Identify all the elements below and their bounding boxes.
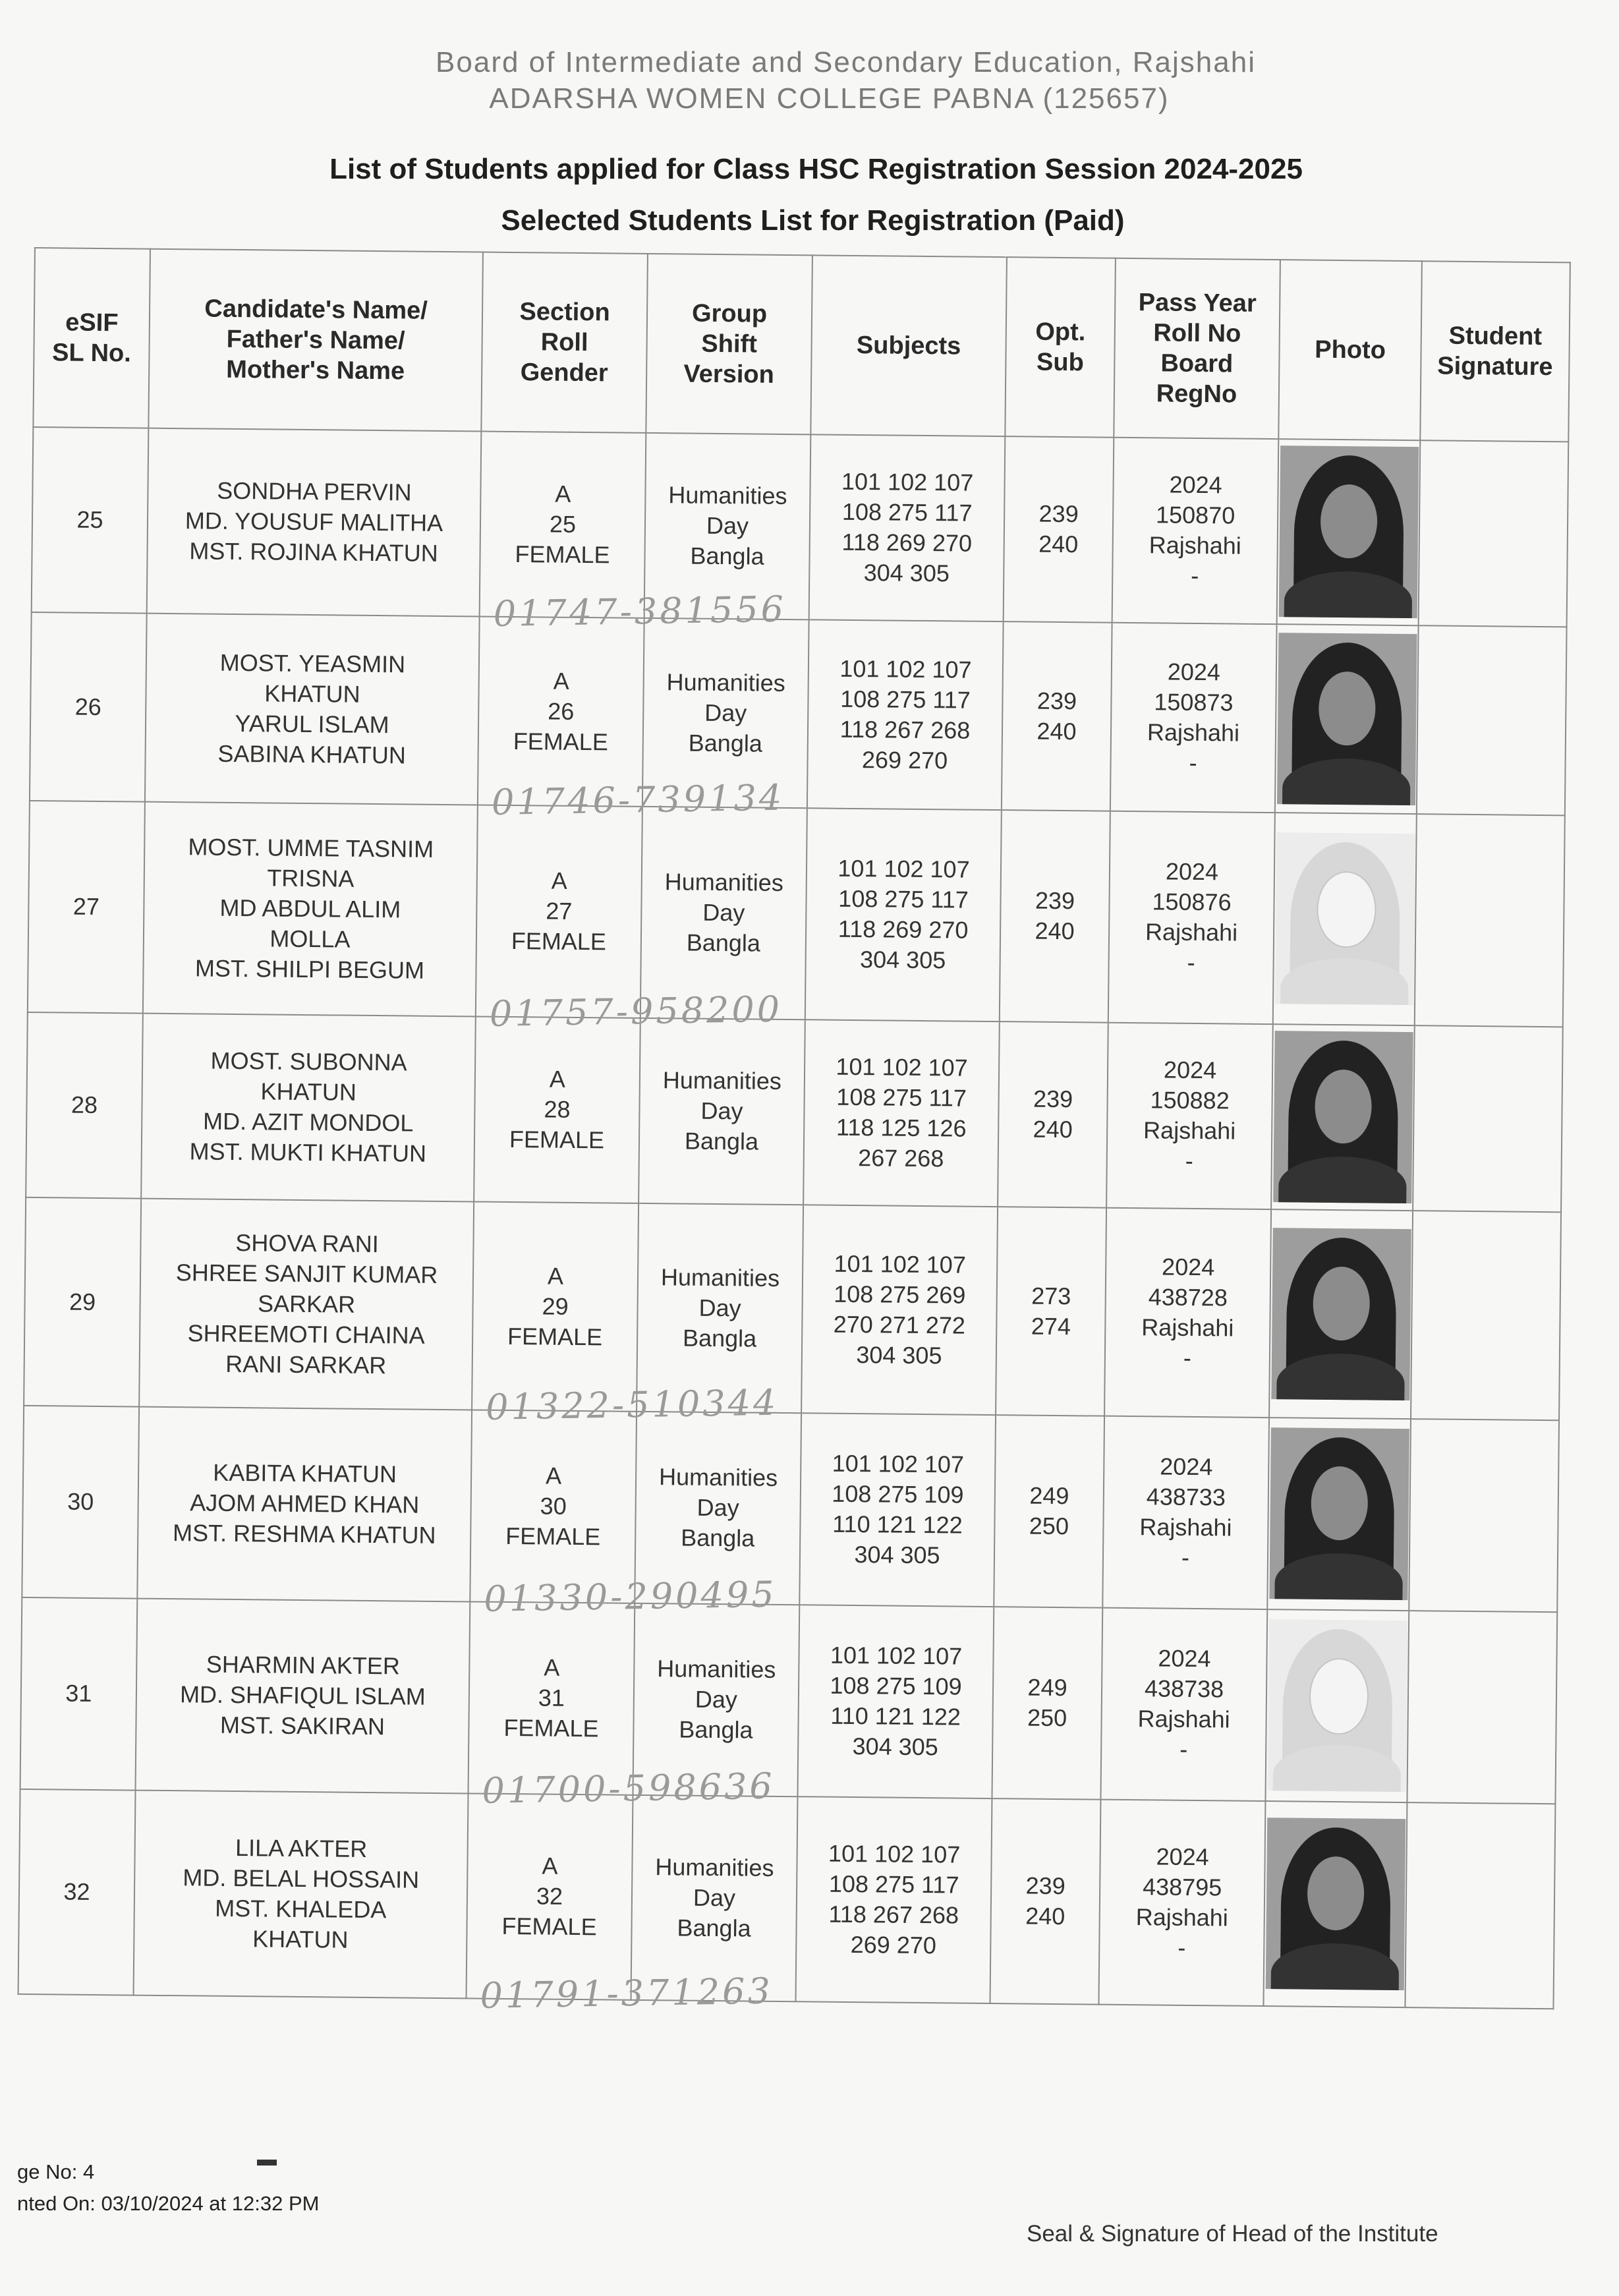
name-line: MOST. YEASMIN (219, 648, 406, 678)
header-line: Sub (1036, 348, 1084, 377)
pass-line: Rajshahi (1141, 1313, 1234, 1342)
name-line: SARKAR (257, 1290, 356, 1318)
group-line: Humanities (660, 1263, 780, 1292)
candidate-names-cell (147, 428, 482, 617)
subjects-line: 101 102 107 (832, 1450, 965, 1479)
header-line: RegNo (1156, 380, 1237, 409)
header-line: SL No. (51, 339, 131, 368)
subjects-line: 110 121 122 (832, 1510, 963, 1539)
pass-line: Rajshahi (1137, 1705, 1230, 1733)
header-line: Section (519, 298, 610, 327)
subjects-line: 101 102 107 (836, 1053, 968, 1082)
pass-line: - (1191, 562, 1199, 590)
subjects-line: 110 121 122 (830, 1702, 961, 1731)
col-group (646, 254, 812, 434)
opt-line: 239 (1033, 1085, 1073, 1113)
subjects-line: 269 270 (861, 745, 948, 774)
candidate-names-cell (137, 1407, 472, 1602)
table-row (18, 1789, 1556, 2009)
subjects-line: 269 270 (850, 1931, 937, 1959)
list-subtitle: Selected Students List for Registration (Paid) (501, 204, 1125, 237)
col-name (148, 249, 483, 432)
handwritten-phone: 01747-381556 (493, 588, 787, 635)
header-line: Board (1160, 349, 1234, 378)
subjects-line: 101 102 107 (828, 1840, 961, 1869)
name-line: KABITA KHATUN (213, 1459, 397, 1488)
pass-year-roll-cell (1108, 811, 1275, 1024)
student-signature-cell (1415, 814, 1565, 1027)
student-photo (1276, 633, 1416, 805)
name-line: MD. SHAFIQUL ISLAM (179, 1680, 426, 1711)
col-sl-lines (34, 307, 149, 369)
sl-cell: 25 (32, 427, 149, 614)
subjects-line: 108 275 109 (830, 1672, 962, 1701)
students-table (18, 247, 1571, 2017)
opt-line: 239 (1035, 887, 1075, 915)
pass-year-roll-cell (1110, 623, 1277, 813)
optional-subject-cell (990, 1798, 1100, 2005)
group-line: Humanities (666, 668, 785, 697)
pass-line: - (1189, 749, 1197, 776)
group-line: Day (706, 512, 749, 540)
photo-cell (1269, 1209, 1413, 1419)
pass-line: 2024 (1163, 1056, 1217, 1084)
name-line: MST. SAKIRAN (219, 1711, 385, 1740)
section-line: A (549, 1066, 566, 1093)
name-line: YARUL ISLAM (235, 709, 389, 739)
group-line: Bangla (682, 1324, 757, 1352)
student-signature-cell (1417, 625, 1567, 815)
handwritten-phone: 01322-510344 (485, 1381, 779, 1428)
pass-line: 150873 (1154, 688, 1234, 716)
optional-subject-cell (992, 1607, 1102, 1800)
pass-line: - (1181, 1544, 1190, 1572)
table-header-row (33, 248, 1570, 442)
table-body (18, 427, 1569, 2017)
dash-mark: ▬ (257, 2148, 277, 2170)
pass-line: 438728 (1148, 1283, 1228, 1311)
opt-line: 239 (1038, 500, 1079, 528)
group-line: Day (693, 1884, 736, 1912)
pass-year-roll-cell (1098, 1800, 1265, 2006)
optional-subject-cell (1004, 436, 1114, 623)
group-line: Day (704, 699, 747, 727)
pass-line: 2024 (1169, 471, 1222, 499)
pass-line: 2024 (1165, 857, 1219, 886)
section-line: 31 (538, 1684, 565, 1712)
subjects-line: 118 269 270 (838, 915, 969, 944)
subjects-line: 108 275 117 (828, 1870, 959, 1899)
group-line: Day (700, 1097, 743, 1125)
student-signature-cell (1413, 1025, 1563, 1212)
col-pass-lines (1115, 287, 1280, 410)
section-line: FEMALE (505, 1522, 601, 1551)
subjects-line: 101 102 107 (841, 468, 974, 497)
header-line: Opt. (1035, 318, 1086, 347)
subjects-line: 108 275 117 (840, 685, 971, 714)
name-line: KHATUN (264, 679, 360, 708)
subjects-line: 108 275 117 (838, 885, 969, 914)
pass-line: 438733 (1146, 1483, 1226, 1511)
student-photo (1271, 1228, 1411, 1400)
pass-line: 150882 (1150, 1086, 1230, 1114)
header-line: Shift (701, 330, 758, 359)
header-line: Version (683, 360, 775, 389)
group-line: Humanities (658, 1463, 778, 1492)
student-signature-cell (1405, 1802, 1555, 2009)
header-line: Roll No (1153, 319, 1241, 348)
table-row (32, 427, 1569, 627)
group-shift-version-cell (639, 1018, 805, 1205)
student-photo (1275, 833, 1415, 1006)
name-line: MOLLA (270, 925, 351, 954)
subjects-line: 304 305 (859, 946, 946, 974)
group-line: Bangla (688, 729, 763, 757)
subjects-cell (801, 1205, 998, 1415)
table-row (20, 1597, 1558, 1804)
col-name-lines (150, 293, 482, 387)
opt-line: 240 (1038, 531, 1079, 558)
candidate-names-cell (145, 614, 480, 805)
header-line: Gender (520, 359, 608, 387)
group-line: Humanities (655, 1853, 774, 1882)
group-shift-version-cell (640, 807, 807, 1019)
group-line: Bangla (690, 542, 764, 571)
opt-line: 249 (1027, 1673, 1067, 1702)
section-line: A (553, 667, 569, 695)
section-line: 28 (544, 1095, 571, 1124)
pass-line: 438795 (1142, 1873, 1222, 1901)
pass-line: - (1178, 1934, 1186, 1962)
sl-cell: 31 (20, 1597, 138, 1791)
group-shift-version-cell (637, 1203, 803, 1413)
table-row (30, 612, 1567, 815)
subjects-line: 267 268 (858, 1144, 944, 1172)
section-line: FEMALE (503, 1714, 599, 1742)
col-group-lines (647, 298, 811, 390)
sl-cell: 32 (18, 1789, 136, 1995)
subjects-line: 101 102 107 (839, 654, 972, 683)
opt-line: 250 (1027, 1704, 1067, 1732)
pass-line: - (1185, 1147, 1193, 1175)
header-line: eSIF (65, 308, 119, 337)
name-line: MD. AZIT MONDOL (202, 1107, 414, 1137)
pass-year-roll-cell (1106, 1023, 1273, 1209)
header-line: Group (691, 299, 768, 328)
subjects-line: 118 267 268 (839, 715, 971, 744)
section-line: A (555, 480, 571, 508)
subjects-line: 304 305 (854, 1541, 940, 1569)
subjects-line: 101 102 107 (830, 1642, 963, 1671)
table-row (22, 1406, 1559, 1612)
subjects-line: 101 102 107 (838, 855, 970, 884)
photo-face (1316, 871, 1376, 948)
group-line: Day (702, 899, 745, 927)
group-line: Bangla (686, 929, 761, 958)
opt-line: 239 (1025, 1872, 1065, 1900)
photo-face (1318, 672, 1375, 746)
col-opt (1005, 257, 1116, 438)
header-line: Signature (1437, 352, 1553, 382)
subjects-line: 101 102 107 (834, 1249, 967, 1278)
opt-line: 273 (1031, 1282, 1071, 1310)
group-line: Bangla (684, 1127, 759, 1156)
name-line: MD ABDUL ALIM (219, 894, 401, 923)
photo-face (1315, 1070, 1372, 1144)
name-line: SABINA KHATUN (217, 739, 407, 769)
optional-subject-cell (994, 1415, 1104, 1608)
section-line: 26 (548, 697, 575, 725)
subjects-line: 304 305 (863, 559, 950, 587)
student-signature-cell (1419, 440, 1569, 627)
pass-year-roll-cell (1102, 1416, 1269, 1609)
section-line: FEMALE (509, 1126, 605, 1154)
name-line: KHATUN (252, 1925, 349, 1954)
section-line: FEMALE (515, 540, 610, 569)
section-line: 32 (536, 1882, 563, 1910)
group-line: Humanities (664, 868, 784, 897)
printed-on: nted On: 03/10/2024 at 12:32 PM (17, 2192, 320, 2215)
col-signature-lines (1421, 320, 1569, 382)
pass-year-roll-cell (1112, 438, 1279, 624)
photo-cell (1277, 439, 1421, 625)
photo-cell (1263, 1801, 1407, 2007)
photo-face (1320, 484, 1377, 559)
name-line: LILA AKTER (235, 1834, 368, 1863)
photo-cell (1267, 1418, 1411, 1611)
subjects-cell (795, 1796, 992, 2003)
opt-line: 240 (1025, 1903, 1065, 1930)
section-line: FEMALE (507, 1322, 603, 1351)
photo-cell (1273, 813, 1417, 1025)
opt-line: 240 (1037, 717, 1077, 745)
pass-line: Rajshahi (1135, 1903, 1228, 1932)
pass-line: Rajshahi (1139, 1513, 1232, 1541)
pass-line: 2024 (1167, 658, 1221, 686)
subjects-line: 118 267 268 (828, 1901, 959, 1930)
name-line: MST. MUKTI KHATUN (189, 1137, 427, 1168)
col-signature (1420, 261, 1570, 442)
subjects-cell (809, 434, 1006, 621)
sl-cell: 29 (24, 1197, 141, 1407)
name-line: MST. ROJINA KHATUN (189, 537, 438, 567)
name-line: MST. SHILPI BEGUM (194, 954, 425, 985)
group-line: Day (696, 1494, 739, 1522)
optional-subject-cell (1000, 810, 1110, 1023)
name-line: MST. RESHMA KHATUN (172, 1519, 436, 1549)
subjects-line: 304 305 (852, 1733, 938, 1761)
student-signature-cell (1407, 1611, 1557, 1804)
photo-face (1307, 1856, 1364, 1931)
table-row (28, 801, 1565, 1027)
group-line: Humanities (657, 1655, 776, 1684)
name-line: MST. KHALEDA (215, 1895, 387, 1924)
col-section (481, 252, 648, 433)
name-line: SHREEMOTI CHAINA (187, 1319, 425, 1349)
opt-line: 249 (1029, 1482, 1069, 1510)
pass-year-roll-cell (1104, 1208, 1271, 1418)
photo-face (1311, 1466, 1368, 1541)
pass-year-roll-cell (1100, 1608, 1267, 1801)
group-line: Humanities (668, 481, 787, 510)
section-line: FEMALE (501, 1912, 597, 1941)
opt-line: 239 (1037, 687, 1077, 715)
pass-line: - (1187, 949, 1195, 977)
student-photo (1273, 1031, 1413, 1204)
opt-line: 240 (1033, 1116, 1073, 1143)
subjects-line: 108 275 109 (832, 1480, 964, 1509)
handwritten-phone: 01700-598636 (482, 1765, 776, 1812)
subjects-line: 108 275 117 (836, 1083, 967, 1112)
pass-line: Rajshahi (1143, 1116, 1236, 1145)
name-line: TRISNA (267, 864, 355, 893)
pass-line: 2024 (1160, 1452, 1213, 1481)
header-line: Roll (540, 328, 588, 357)
candidate-names-cell (136, 1599, 470, 1794)
pass-line: Rajshahi (1145, 918, 1238, 946)
handwritten-phone: 01746-739134 (491, 776, 785, 823)
section-line: A (542, 1852, 558, 1880)
header-line: Father's Name/ (226, 325, 405, 355)
subjects-cell (797, 1605, 994, 1798)
section-line: FEMALE (511, 927, 607, 956)
candidate-names-cell (143, 802, 478, 1017)
col-opt-lines (1006, 316, 1114, 378)
pass-line: 2024 (1156, 1843, 1209, 1871)
col-sl (33, 248, 150, 428)
candidate-names-cell (141, 1014, 476, 1202)
optional-subject-cell (1002, 621, 1112, 811)
col-subjects: Subjects (810, 255, 1007, 436)
handwritten-phone: 01791-371263 (480, 1970, 774, 2017)
section-line: 25 (549, 510, 577, 538)
student-photo (1267, 1620, 1407, 1793)
section-line: 29 (542, 1292, 569, 1320)
student-photo (1265, 1818, 1405, 1991)
name-line: RANI SARKAR (225, 1350, 387, 1379)
pass-line: Rajshahi (1147, 718, 1240, 747)
subjects-line: 270 271 272 (833, 1310, 966, 1339)
group-line: Day (695, 1686, 738, 1713)
candidate-names-cell (139, 1199, 474, 1410)
pass-line: 2024 (1161, 1253, 1215, 1281)
pass-line: - (1183, 1344, 1192, 1371)
list-title: List of Students applied for Class HSC Registration Session 2024-2025 (329, 153, 1303, 185)
candidate-names-cell (134, 1790, 469, 1998)
section-line: 27 (546, 897, 573, 925)
sl-cell: 28 (26, 1012, 143, 1199)
section-line: A (551, 867, 568, 895)
group-line: Bangla (679, 1715, 753, 1744)
name-line: MOST. UMME TASNIM (188, 833, 434, 863)
section-line: A (544, 1653, 560, 1682)
student-signature-cell (1411, 1211, 1561, 1420)
subjects-line: 108 275 117 (841, 498, 973, 527)
optional-subject-cell (996, 1207, 1106, 1416)
student-photo (1278, 446, 1418, 619)
name-line: SHARMIN AKTER (206, 1651, 401, 1680)
student-photo (1269, 1428, 1409, 1601)
college-name: ADARSHA WOMEN COLLEGE PABNA (125657) (489, 82, 1170, 115)
photo-face (1309, 1658, 1369, 1735)
name-line: MOST. SUBONNA (210, 1047, 407, 1076)
section-line: 30 (540, 1492, 567, 1520)
name-line: SONDHA PERVIN (217, 477, 412, 506)
subjects-line: 108 275 269 (834, 1280, 966, 1309)
page-number: ge No: 4 (17, 2160, 95, 2183)
seal-signature-label: Seal & Signature of Head of the Institute (1027, 2221, 1438, 2247)
section-roll-gender-cell (474, 1016, 640, 1203)
header-line: Mother's Name (226, 355, 405, 386)
name-line: MD. BELAL HOSSAIN (183, 1864, 420, 1894)
col-pass (1114, 258, 1280, 439)
photo-cell (1271, 1024, 1415, 1211)
pass-line: 438738 (1144, 1675, 1224, 1703)
col-photo: Photo (1278, 260, 1422, 440)
section-line: A (545, 1462, 562, 1490)
subjects-line: 304 305 (856, 1340, 942, 1369)
section-line: A (547, 1262, 564, 1290)
pass-line: 2024 (1158, 1644, 1211, 1673)
pass-line: 150870 (1155, 501, 1236, 529)
header-line: Candidate's Name/ (204, 295, 428, 325)
photo-cell (1275, 624, 1419, 814)
pass-line: 150876 (1152, 888, 1232, 916)
name-line: KHATUN (260, 1077, 357, 1106)
name-line: SHOVA RANI (235, 1228, 379, 1258)
subjects-cell (807, 619, 1004, 810)
section-line: FEMALE (513, 727, 609, 756)
sl-cell: 27 (28, 801, 145, 1014)
board-name: Board of Intermediate and Secondary Education, Rajshahi (436, 46, 1256, 78)
group-line: Bangla (680, 1524, 755, 1553)
subjects-line: 118 269 270 (841, 529, 973, 558)
subjects-line: 118 125 126 (836, 1114, 967, 1143)
subjects-cell (799, 1413, 996, 1607)
optional-subject-cell (998, 1021, 1108, 1208)
subjects-cell (805, 808, 1002, 1021)
opt-line: 274 (1031, 1312, 1071, 1340)
header-line: Student (1448, 322, 1543, 351)
handwritten-phone: 01757-958200 (489, 988, 783, 1035)
pass-line: Rajshahi (1149, 531, 1241, 560)
photo-cell (1265, 1609, 1409, 1802)
opt-line: 240 (1035, 917, 1075, 945)
student-signature-cell (1409, 1419, 1559, 1612)
name-line: SHREE SANJIT KUMAR (175, 1259, 438, 1288)
name-line: AJOM AHMED KHAN (189, 1489, 420, 1519)
table-row (26, 1012, 1563, 1212)
name-line: MD. YOUSUF MALITHA (185, 507, 443, 537)
header-line: Pass Year (1138, 289, 1257, 318)
opt-line: 250 (1029, 1512, 1069, 1540)
handwritten-phone: 01330-290495 (483, 1573, 778, 1620)
sl-cell: 30 (22, 1406, 139, 1599)
table-row (24, 1197, 1561, 1420)
subjects-cell (803, 1019, 1000, 1207)
group-line: Humanities (662, 1066, 782, 1095)
pass-line: - (1179, 1736, 1188, 1764)
photo-face (1313, 1267, 1370, 1341)
sl-cell: 26 (30, 612, 147, 802)
group-line: Day (698, 1294, 741, 1322)
col-section-lines (482, 297, 646, 389)
group-line: Bangla (677, 1914, 751, 1943)
